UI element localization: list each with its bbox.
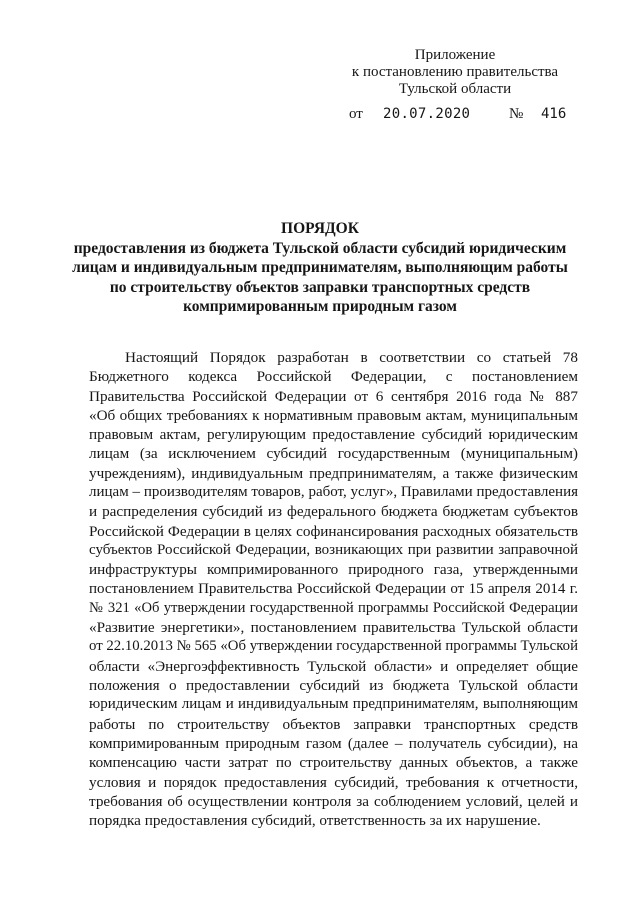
from-label: от [349, 106, 363, 122]
body-line: лицам – производителям товаров, работ, услуг», Правилами предоставления [89, 484, 578, 501]
body-line: Настоящий Порядок разработан в соответствии со статьей 78 [125, 349, 578, 366]
document-title [60, 219, 580, 317]
body-line: учреждениям), индивидуальным предпринимателям, а также физическим [89, 464, 578, 482]
body-line: требования об осуществлении контроля за соблюдением условий, целей и [89, 792, 578, 810]
body-line: порядка предоставления субсидий, ответственность за их нарушение. [89, 812, 541, 830]
body-line: инфраструктуры компримированного природного газа, утвержденными [89, 561, 578, 579]
body-paragraph [89, 348, 578, 830]
body-line: условия и порядок предоставления субсидий, требования к отчетности, [89, 773, 578, 791]
date-number-line [0, 106, 636, 126]
body-line: субъектов Российской Федерации, возникающих при развитии заправочной [89, 541, 578, 558]
body-line: лицам (за исключением субсидий государственным (муниципальным) [89, 445, 578, 463]
number-sign: № [509, 106, 524, 122]
body-line: юридическим лицам и индивидуальным предпринимателям, выполняющим [89, 696, 578, 713]
body-line: Российской Федерации в целях софинансирования расходных обязательств [89, 522, 578, 540]
body-line: от 22.10.2013 № 565 «Об утверждении государственной программы Тульской [89, 638, 578, 655]
title-line: компримированным природным газом [183, 298, 457, 315]
title-line: предоставления из бюджета Тульской области субсидий юридическим [73, 239, 567, 257]
body-line: области «Энергоэффективность Тульской области» и определяет общие [89, 657, 578, 675]
title-line: лицам и индивидуальным предпринимателям, выполняющим работы [72, 259, 568, 276]
appendix-line: к постановлению правительства [351, 64, 559, 80]
body-line: положения о предоставлении субсидий из бюджета Тульской области [89, 677, 578, 695]
title-heading: ПОРЯДОК [281, 220, 359, 237]
document-number: 416 [541, 106, 567, 122]
body-line: «Об общих требованиях к нормативным правовым актам, муниципальным [89, 406, 578, 424]
title-line: по строительству объектов заправки транспортных средств [109, 278, 531, 296]
body-line: правовым актам, регулирующим предоставление субсидий юридическим [89, 426, 578, 444]
appendix-line: Тульской области [398, 81, 512, 97]
document-date: 20.07.2020 [383, 106, 471, 122]
body-line: компенсацию части затрат по строительству данных объектов, а также [89, 754, 578, 772]
body-line: «Развитие энергетики», постановлением правительства Тульской области [89, 619, 578, 637]
body-line: Правительства Российской Федерации от 6 сентября 2016 года № 887 [89, 387, 578, 405]
body-line: и распределения субсидий из федерального бюджета бюджетам субъектов [89, 503, 578, 521]
body-line: компримированным природным газом (далее – получатель субсидии), на [89, 734, 578, 752]
appendix-block [330, 47, 580, 98]
appendix-line: Приложение [414, 47, 496, 63]
body-line: Бюджетного кодекса Российской Федерации, с постановлением [89, 368, 578, 386]
body-line: работы по строительству объектов заправки транспортных средств [89, 715, 578, 733]
body-line: № 321 «Об утверждении государственной программы Российской Федерации [89, 599, 578, 616]
body-line: постановлением Правительства Российской Федерации от 15 апреля 2014 г. [89, 580, 578, 597]
